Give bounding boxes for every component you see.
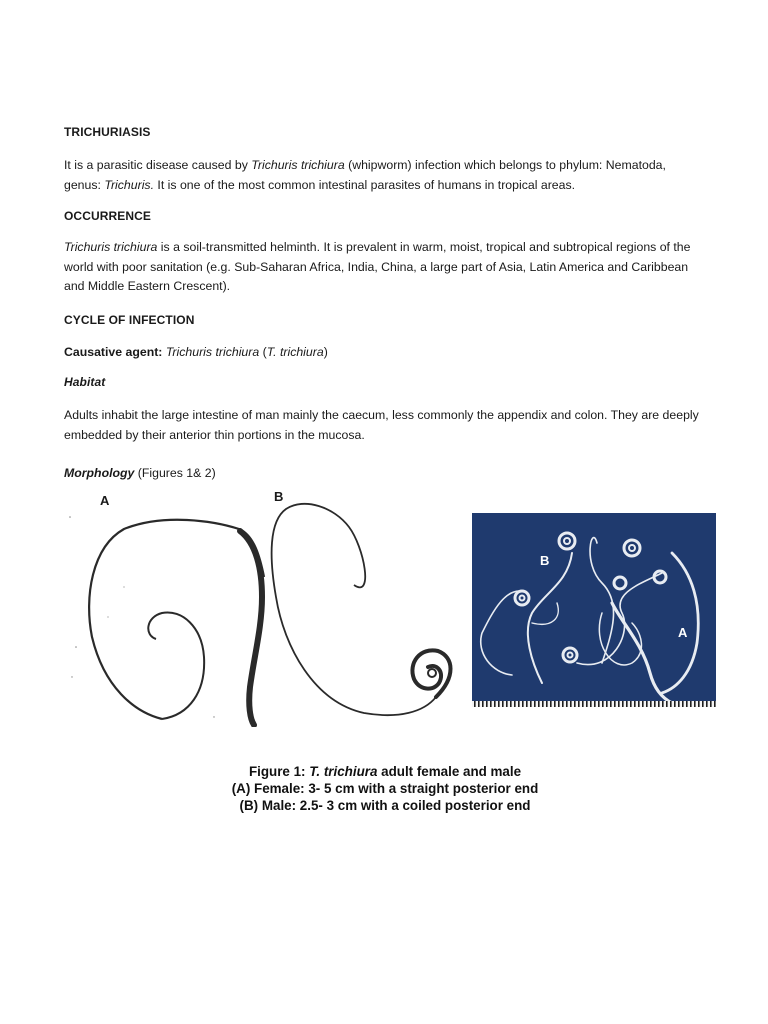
intro-text: It is a parasitic disease caused by xyxy=(64,158,252,172)
ruler-tick xyxy=(690,701,692,707)
species-name: Trichuris trichiura xyxy=(251,158,345,172)
ruler-tick xyxy=(582,701,584,707)
figure-1 xyxy=(64,487,716,727)
ruler-tick xyxy=(514,701,516,707)
worm-illustration xyxy=(64,487,469,727)
cycle-heading: CYCLE OF INFECTION xyxy=(64,313,195,327)
species-name: Trichuris trichiura xyxy=(64,240,158,254)
photo-worms xyxy=(472,513,716,707)
section-title: TRICHURIASIS xyxy=(64,125,151,139)
ruler-tick xyxy=(570,701,572,707)
photo-worm-group xyxy=(481,533,699,703)
ruler-tick xyxy=(602,701,604,707)
ruler-tick xyxy=(658,701,660,707)
ruler-tick xyxy=(498,701,500,707)
ruler-tick xyxy=(502,701,504,707)
intro-paragraph xyxy=(64,156,704,195)
ruler-tick xyxy=(574,701,576,707)
figure-caption-female: (A) Female: 3- 5 cm with a straight posterior end xyxy=(231,781,539,796)
ruler-tick xyxy=(610,701,612,707)
ruler-tick xyxy=(686,701,688,707)
occurrence-text: is a soil-transmitted helminth. It is prevalent in warm, moist, tropical and subtropical regions of the world with poor sanitation (e.g. Sub-Saharan Africa, India, China, a large part of Asia, Latin America and Caribbean and Middle Eastern Crescent). xyxy=(64,240,691,293)
ruler-tick xyxy=(662,701,664,707)
intro-text: (whipworm) infection which belongs to phylum: Nematoda, genus: xyxy=(64,158,666,192)
male-worm-anterior xyxy=(272,504,436,715)
ruler-tick xyxy=(682,701,684,707)
drawing-speckles xyxy=(69,516,215,718)
worm-photo xyxy=(472,513,716,707)
ruler-tick xyxy=(706,701,708,707)
habitat-heading: Habitat xyxy=(64,375,106,389)
ruler-tick xyxy=(642,701,644,707)
morphology-ref: (Figures 1& 2) xyxy=(134,466,216,480)
ruler-tick xyxy=(530,701,532,707)
ruler-tick xyxy=(474,701,476,707)
ruler-tick xyxy=(614,701,616,707)
female-worm-coil xyxy=(148,612,204,719)
figure-caption-title xyxy=(230,763,540,780)
ruler-tick xyxy=(486,701,488,707)
caption-suffix: adult female and male xyxy=(377,764,522,779)
ruler-tick xyxy=(554,701,556,707)
ruler-tick xyxy=(550,701,552,707)
ruler-tick xyxy=(646,701,648,707)
species-abbrev: T. trichiura xyxy=(266,345,324,359)
ruler-tick xyxy=(650,701,652,707)
ruler-tick xyxy=(482,701,484,707)
habitat-paragraph: Adults inhabit the large intestine of man mainly the caecum, less commonly the appendix and colon. They are deeply embedded by their anterior thin portions in the mucosa. xyxy=(64,408,699,442)
ruler-tick xyxy=(522,701,524,707)
ruler-tick xyxy=(506,701,508,707)
ruler-tick xyxy=(578,701,580,707)
ruler-tick xyxy=(666,701,668,707)
ruler-tick xyxy=(590,701,592,707)
paren: ) xyxy=(323,345,328,359)
label-b: B xyxy=(274,489,284,504)
ruler-tick xyxy=(510,701,512,707)
ruler-tick xyxy=(534,701,536,707)
caption-species: T. trichiura xyxy=(309,764,378,779)
agent-label: Causative agent: xyxy=(64,345,163,359)
ruler-tick xyxy=(546,701,548,707)
male-coil-center xyxy=(428,669,436,677)
ruler-tick xyxy=(594,701,596,707)
ruler-tick xyxy=(670,701,672,707)
photo-ruler xyxy=(472,701,716,707)
ruler-tick xyxy=(518,701,520,707)
photo-label-a: A xyxy=(678,625,688,640)
genus-name: Trichuris. xyxy=(104,177,154,192)
intro-text: It is one of the most common intestinal parasites of humans in tropical areas. xyxy=(154,177,576,192)
female-worm-posterior xyxy=(240,531,262,725)
ruler-tick xyxy=(622,701,624,707)
ruler-tick xyxy=(714,701,716,707)
ruler-tick xyxy=(626,701,628,707)
label-a: A xyxy=(100,493,110,508)
morphology-line xyxy=(64,464,216,484)
figure-caption-male: (B) Male: 2.5- 3 cm with a coiled posterior end xyxy=(239,798,531,813)
ruler-tick xyxy=(674,701,676,707)
occurrence-paragraph xyxy=(64,238,704,297)
worm-drawing xyxy=(64,487,469,727)
ruler-tick xyxy=(606,701,608,707)
ruler-tick xyxy=(494,701,496,707)
ruler-tick xyxy=(618,701,620,707)
ruler-tick xyxy=(710,701,712,707)
ruler-tick xyxy=(586,701,588,707)
ruler-tick xyxy=(630,701,632,707)
ruler-tick xyxy=(694,701,696,707)
species-name: Trichuris trichiura xyxy=(165,345,260,359)
ruler-tick xyxy=(538,701,540,707)
paren: ( xyxy=(259,345,267,359)
morphology-label: Morphology xyxy=(64,466,135,480)
ruler-tick xyxy=(634,701,636,707)
ruler-tick xyxy=(478,701,480,707)
ruler-tick xyxy=(654,701,656,707)
causative-agent-line xyxy=(64,343,328,363)
female-worm-anterior xyxy=(89,520,264,719)
ruler-tick xyxy=(698,701,700,707)
occurrence-heading: OCCURRENCE xyxy=(64,209,152,223)
ruler-tick xyxy=(566,701,568,707)
ruler-tick xyxy=(678,701,680,707)
photo-label-b: B xyxy=(540,553,550,568)
ruler-tick xyxy=(638,701,640,707)
male-worm-coil xyxy=(412,650,450,697)
ruler-tick xyxy=(558,701,560,707)
caption-prefix: Figure 1: xyxy=(248,764,310,779)
ruler-tick xyxy=(562,701,564,707)
ruler-tick xyxy=(490,701,492,707)
ruler-tick xyxy=(542,701,544,707)
ruler-tick xyxy=(702,701,704,707)
ruler-tick xyxy=(598,701,600,707)
ruler-tick xyxy=(526,701,528,707)
